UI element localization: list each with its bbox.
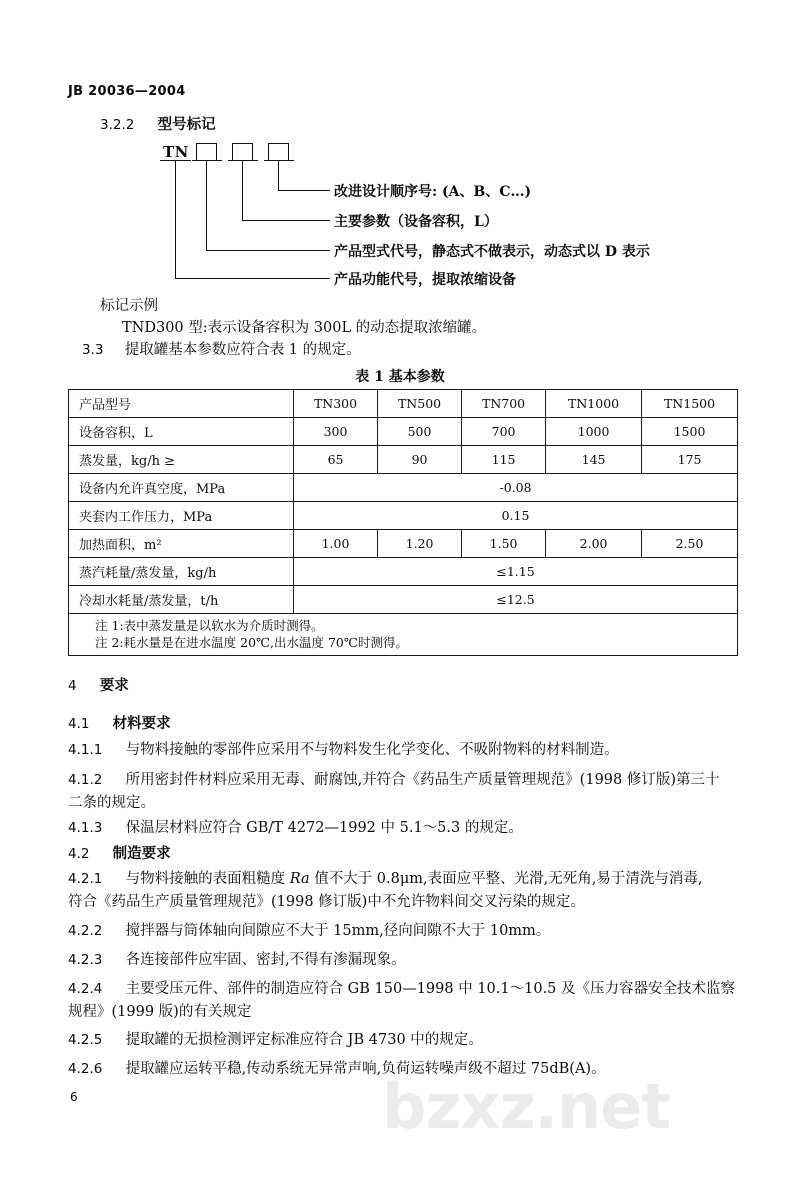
diagram-box-1 bbox=[196, 143, 217, 160]
diagram-leader-1-vertical bbox=[278, 160, 279, 190]
clause-4-2-4-continuation: 规程》(1999 版)的有关规定 bbox=[68, 1004, 252, 1020]
diagram-prefix-tn: TN bbox=[163, 143, 189, 161]
diagram-underline-2 bbox=[228, 160, 258, 161]
diagram-leader-2-vertical bbox=[242, 160, 243, 220]
clause-3-3-number: 3.3 bbox=[82, 342, 104, 358]
clause-4-1-1-text: 与物料接触的零部件应采用不与物料发生化学变化、不吸附物料的材料制造。 bbox=[125, 742, 619, 758]
clause-4-2-5 bbox=[68, 1030, 483, 1051]
table-cell-tn1500: TN1500 bbox=[642, 390, 738, 418]
diagram-leader-4-horizontal bbox=[175, 278, 330, 279]
table-cell-heating-area-2: 1.20 bbox=[378, 530, 462, 558]
table-cell-tn700: TN700 bbox=[462, 390, 546, 418]
table-cell-cooling-water-value: ≤12.5 bbox=[294, 586, 738, 614]
table-cell-heating-area-5: 2.50 bbox=[642, 530, 738, 558]
marking-example-text: TND300 型:表示设备容积为 300L 的动态提取浓缩罐。 bbox=[122, 320, 487, 336]
section-4-1-title: 材料要求 bbox=[112, 715, 171, 732]
table-rowhead-cooling-water: 冷却水耗量/蒸发量，t/h bbox=[69, 586, 294, 614]
section-4-heading bbox=[68, 674, 129, 695]
table-cell-evaporation-3: 115 bbox=[462, 446, 546, 474]
section-4-2-number: 4.2 bbox=[68, 846, 90, 862]
diagram-leader-4-vertical bbox=[175, 160, 176, 278]
table-row-capacity bbox=[69, 418, 738, 446]
clause-4-2-3-number: 4.2.3 bbox=[68, 952, 103, 968]
watermark: bzxz.net bbox=[382, 1070, 670, 1143]
clause-3-2-2-number: 3.2.2 bbox=[100, 117, 135, 133]
standard-code-header: JB 20036—2004 bbox=[68, 84, 186, 99]
table-cell-evaporation-1: 65 bbox=[294, 446, 378, 474]
clause-4-2-2-number: 4.2.2 bbox=[68, 923, 103, 939]
section-4-2-heading bbox=[68, 842, 171, 863]
clause-4-1-2 bbox=[68, 770, 720, 791]
clause-4-2-1-symbol-ra: Ra bbox=[289, 871, 310, 887]
table-rowhead-heating-area: 加热面积，m² bbox=[69, 530, 294, 558]
table-row-evaporation bbox=[69, 446, 738, 474]
clause-4-2-6-text: 提取罐应运转平稳,传动系统无异常声响,负荷运转噪声级不超过 75dB(A)。 bbox=[125, 1061, 606, 1077]
table-cell-tn500: TN500 bbox=[378, 390, 462, 418]
diagram-box-3 bbox=[268, 143, 289, 160]
page-number: 6 bbox=[70, 1090, 78, 1104]
clause-3-3-text: 提取罐基本参数应符合表 1 的规定。 bbox=[124, 342, 361, 358]
table-cell-jacket-pressure-value: 0.15 bbox=[294, 502, 738, 530]
table-row-jacket-pressure bbox=[69, 502, 738, 530]
table-row-cooling-water bbox=[69, 586, 738, 614]
table-cell-capacity-3: 700 bbox=[462, 418, 546, 446]
table-cell-evaporation-4: 145 bbox=[546, 446, 642, 474]
clause-4-2-2 bbox=[68, 921, 550, 942]
table-row-heating-area bbox=[69, 530, 738, 558]
clause-4-2-5-text: 提取罐的无损检测评定标准应符合 JB 4730 中的规定。 bbox=[125, 1032, 483, 1048]
diagram-label-design-sequence: 改进设计顺序号: (A、B、C…) bbox=[334, 184, 532, 200]
table-caption: 表 1 基本参数 bbox=[355, 369, 445, 385]
marking-example-title: 标记示例 bbox=[100, 298, 158, 314]
table-row-steam-consumption bbox=[69, 558, 738, 586]
clause-4-2-4 bbox=[68, 979, 735, 1000]
diagram-box-2 bbox=[232, 143, 253, 160]
clause-4-2-1-continuation: 符合《药品生产质量管理规范》(1998 修订版)中不允许物料间交叉污染的规定。 bbox=[68, 894, 585, 910]
table-rowhead-vacuum: 设备内允许真空度，MPa bbox=[69, 474, 294, 502]
clause-4-2-2-text: 搅拌器与筒体轴向间隙应不大于 15mm,径向间隙不大于 10mm。 bbox=[125, 923, 551, 939]
table-cell-heating-area-1: 1.00 bbox=[294, 530, 378, 558]
clause-4-1-3-text: 保温层材料应符合 GB/T 4272—1992 中 5.1～5.3 的规定。 bbox=[125, 820, 523, 836]
table-row-vacuum bbox=[69, 474, 738, 502]
table-rowhead-steam-consumption: 蒸汽耗量/蒸发量，kg/h bbox=[69, 558, 294, 586]
clause-4-2-6 bbox=[68, 1059, 606, 1080]
clause-4-1-3 bbox=[68, 818, 523, 839]
table-cell-capacity-5: 1500 bbox=[642, 418, 738, 446]
clause-4-1-2-text: 所用密封件材料应采用无毒、耐腐蚀,并符合《药品生产质量管理规范》(1998 修订版)第三十 bbox=[125, 772, 720, 788]
table-cell-evaporation-2: 90 bbox=[378, 446, 462, 474]
diagram-leader-1-horizontal bbox=[278, 190, 330, 191]
table-cell-capacity-1: 300 bbox=[294, 418, 378, 446]
table-cell-tn300: TN300 bbox=[294, 390, 378, 418]
section-4-2-title: 制造要求 bbox=[112, 845, 171, 862]
clause-4-2-1-text-a: 与物料接触的表面粗糙度 bbox=[125, 871, 290, 887]
table-rowhead-capacity: 设备容积，L bbox=[69, 418, 294, 446]
table-cell-capacity-2: 500 bbox=[378, 418, 462, 446]
table-notes-cell bbox=[69, 614, 738, 656]
clause-4-2-3 bbox=[68, 950, 406, 971]
clause-4-1-2-number: 4.1.2 bbox=[68, 772, 103, 788]
section-4-number: 4 bbox=[68, 678, 77, 694]
table-cell-steam-consumption-value: ≤1.15 bbox=[294, 558, 738, 586]
clause-4-2-1-text-b: 值不大于 0.8μm,表面应平整、光滑,无死角,易于清洗与消毒, bbox=[309, 871, 703, 887]
clause-4-2-4-text: 主要受压元件、部件的制造应符合 GB 150—1998 中 10.1～10.5 及《压力容器安全技术监察 bbox=[125, 981, 736, 997]
clause-4-2-4-number: 4.2.4 bbox=[68, 981, 103, 997]
section-4-1-heading bbox=[68, 712, 171, 733]
table-cell-heating-area-3: 1.50 bbox=[462, 530, 546, 558]
table-note-2: 注 2:耗水量是在进水温度 20℃,出水温度 70℃时测得。 bbox=[95, 635, 408, 650]
diagram-leader-3-vertical bbox=[206, 160, 207, 250]
table-row-notes bbox=[69, 614, 738, 656]
table-cell-product-model-label: 产品型号 bbox=[69, 390, 294, 418]
section-4-title: 要求 bbox=[99, 677, 129, 694]
table-row-header bbox=[69, 390, 738, 418]
table-rowhead-jacket-pressure: 夹套内工作压力，MPa bbox=[69, 502, 294, 530]
clause-4-1-2-continuation: 二条的规定。 bbox=[68, 795, 155, 811]
clause-4-1-1-number: 4.1.1 bbox=[68, 742, 103, 758]
table-note-1: 注 1:表中蒸发量是以软水为介质时测得。 bbox=[95, 618, 324, 633]
table-cell-vacuum-value: -0.08 bbox=[294, 474, 738, 502]
diagram-label-product-function-code: 产品功能代号，提取浓缩设备 bbox=[334, 272, 516, 288]
clause-4-2-3-text: 各连接部件应牢固、密封,不得有渗漏现象。 bbox=[125, 952, 406, 968]
clause-3-2-2-title: 型号标记 bbox=[157, 116, 216, 133]
diagram-underline-1 bbox=[192, 160, 222, 161]
section-4-1-number: 4.1 bbox=[68, 716, 90, 732]
clause-3-2-2-heading bbox=[100, 114, 216, 136]
diagram-label-main-parameter: 主要参数（设备容积，L） bbox=[334, 214, 498, 230]
basic-parameters-table bbox=[68, 389, 738, 656]
diagram-underline-3 bbox=[264, 160, 294, 161]
diagram-label-product-type-code: 产品型式代号，静态式不做表示，动态式以 D 表示 bbox=[334, 244, 650, 260]
table-cell-tn1000: TN1000 bbox=[546, 390, 642, 418]
clause-4-2-5-number: 4.2.5 bbox=[68, 1032, 103, 1048]
diagram-underline-tn bbox=[160, 160, 191, 161]
clause-4-1-3-number: 4.1.3 bbox=[68, 820, 103, 836]
clause-4-2-6-number: 4.2.6 bbox=[68, 1061, 103, 1077]
table-cell-evaporation-5: 175 bbox=[642, 446, 738, 474]
clause-3-3 bbox=[82, 340, 361, 361]
table-cell-heating-area-4: 2.00 bbox=[546, 530, 642, 558]
clause-4-2-1-number: 4.2.1 bbox=[68, 871, 103, 887]
clause-4-2-1 bbox=[68, 869, 702, 890]
table-cell-capacity-4: 1000 bbox=[546, 418, 642, 446]
table-rowhead-evaporation: 蒸发量，kg/h ≥ bbox=[69, 446, 294, 474]
clause-4-1-1 bbox=[68, 740, 619, 761]
diagram-leader-2-horizontal bbox=[242, 220, 330, 221]
diagram-leader-3-horizontal bbox=[206, 250, 330, 251]
